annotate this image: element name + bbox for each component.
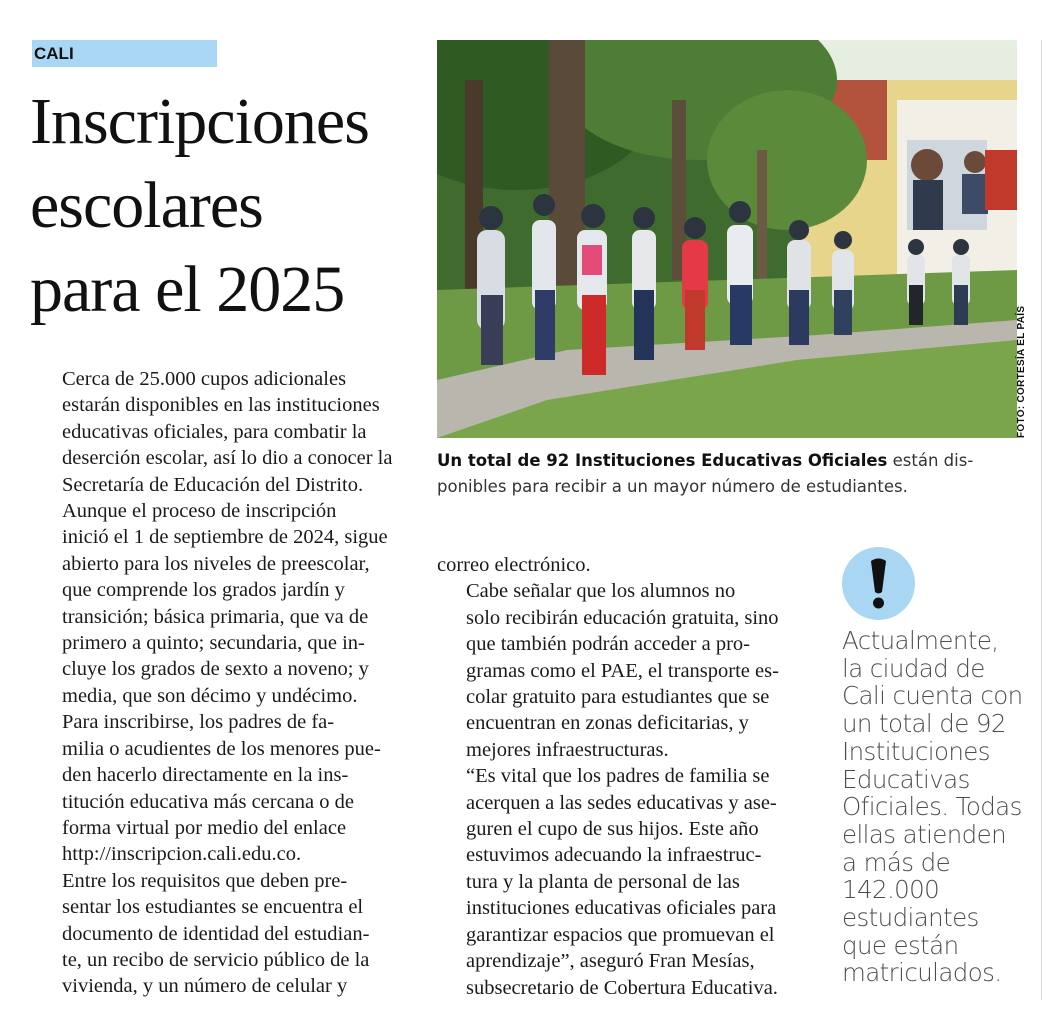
sidebar-line: un total de 92 [842,709,1006,739]
text-line: mejores infraestructuras. [466,738,669,761]
text-line: sentar los estudiantes se encuentra el [62,896,364,919]
text-line: Entre los requisitos que deben pre- [62,869,348,892]
text-line: te, un recibo de servicio público de la [62,948,370,971]
text-line: forma virtual por medio del enlace [62,816,347,839]
text-line: Cabe señalar que los alumnos no [466,580,736,603]
text-line: Aunque el proceso de inscripción [62,500,337,523]
text-line: den hacerlo directamente en la ins- [62,764,349,787]
sidebar-line: la ciudad de [842,653,985,683]
text-line: acerquen a las sedes educativas y ase- [466,791,777,814]
text-line: inició el 1 de septiembre de 2024, sigue [62,526,388,549]
paragraph [437,578,815,763]
sidebar-line: ellas atienden [842,819,1007,849]
sidebar-line: Actualmente, [842,626,999,655]
sidebar-line: Educativas [842,764,970,794]
sidebar-fact [842,627,1032,987]
paragraph [33,366,411,498]
paragraph [33,709,411,867]
sidebar-line: que están [842,930,959,960]
text-line: “Es vital que los padres de familia se [466,765,770,788]
text-line: instituciones educativas oficiales para [466,897,777,920]
text-line: gramas como el PAE, el transporte es- [466,659,779,682]
section-tag: CALI [32,40,217,67]
sidebar-line: 142.000 [842,875,940,905]
text-line: subsecretario de Cobertura Educativa. [466,976,778,999]
quote-paragraph [437,763,815,1001]
text-line: deserción escolar, así lo dio a conocer la [62,447,393,470]
sidebar-line: Cali cuenta con [842,681,1023,711]
sidebar-line: Instituciones [842,736,990,766]
sidebar-line: matriculados. [842,958,1002,988]
text-line: cluye los grados de sexto a noveno; y [62,658,369,681]
text-line: tura y la planta de personal de las [466,870,740,893]
text-line: que comprende los grados jardín y [62,579,345,602]
caption-rest: están dis- [887,451,974,470]
headline-line: Inscripciones [30,85,369,158]
text-line: Para inscribirse, los padres de fa- [62,711,335,734]
article-column-1 [33,366,411,1000]
text-line: que también podrán acceder a pro- [466,633,751,656]
article-column-2 [437,552,815,1001]
text-line: estarán disponibles en las instituciones [62,394,380,417]
text-line: guren el cupo de sus hijos. Este año [466,818,759,841]
news-photo [437,40,1017,438]
paragraph [33,498,411,709]
caption-line: ponibles para recibir a un mayor número de estudiantes. [437,477,908,496]
text-line: correo electrónico. [437,554,591,576]
text-line: encuentran en zonas deficitarias, y [466,712,749,735]
sidebar-line: Oficiales. Todas [842,792,1022,822]
text-line: estuvimos adecuando la infraestruc- [466,844,762,867]
text-line: documento de identidad del estudian- [62,922,370,945]
exclamation-icon [842,547,915,620]
text-line: Cerca de 25.000 cupos adicionales [62,368,347,390]
text-line: media, que son décimo y undécimo. [62,684,358,707]
students-walking-illustration [437,40,1017,438]
headline-line: escolares [30,169,263,242]
text-line: garantizar espacios que promuevan el [466,923,775,946]
text-line: colar gratuito para estudiantes que se [466,686,770,709]
text-line: solo recibirán educación gratuita, sino [466,606,779,629]
column-divider [1041,40,1042,1000]
photo-caption [437,448,1007,500]
photo-credit: FOTO: CORTESÍA EL PAÍS [1016,305,1027,438]
enrollment-link-text: http://inscripcion.cali.edu.co. [62,843,302,866]
text-line: Secretaría de Educación del Distrito. [62,473,364,496]
sidebar-line: estudiantes [842,903,979,933]
paragraph [33,868,411,1000]
text-line: primero a quinto; secundaria, que in- [62,632,365,655]
text-line: educativas oficiales, para combatir la [62,420,367,443]
paragraph [437,552,815,578]
caption-bold: Un total de 92 Instituciones Educativas Oficiales [437,451,888,470]
text-line: titución educativa más cercana o de [62,790,354,813]
headline [30,80,430,332]
text-line: milia o acudientes de los menores pue- [62,737,381,760]
sidebar-line: a más de [842,847,951,877]
text-line: vivienda, y un número de celular y [62,975,348,998]
text-line: transición; básica primaria, que va de [62,605,369,628]
headline-line: para el 2025 [30,253,345,326]
text-line: aprendizaje”, aseguró Fran Mesías, [466,950,755,973]
text-line: abierto para los niveles de preescolar, [62,552,370,575]
